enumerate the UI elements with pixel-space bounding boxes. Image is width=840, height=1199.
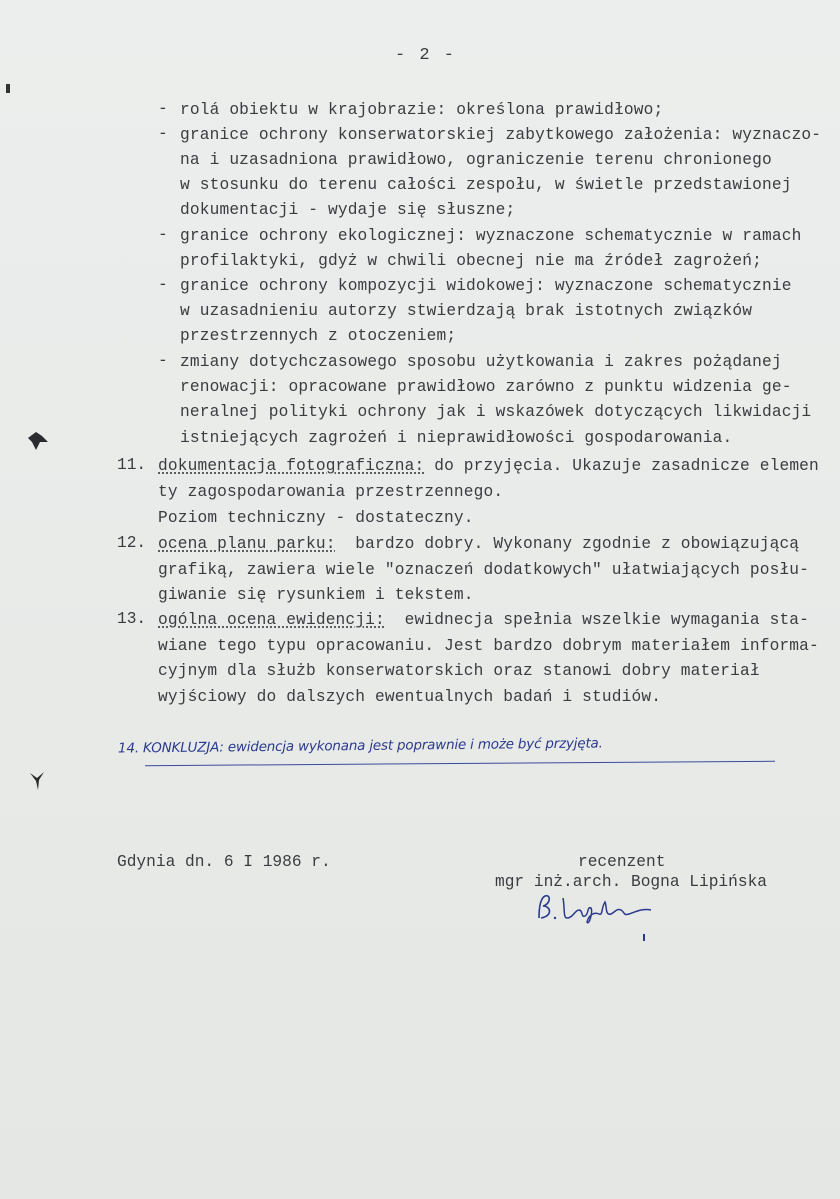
place-date: Gdynia dn. 6 I 1986 r. (117, 853, 331, 871)
item-text: do przyjęcia. Ukazuje zasadnicze elemen (424, 457, 819, 475)
item-number: 11. (117, 456, 147, 474)
bullet-dash: - (158, 226, 168, 244)
bullet-line: istniejących zagrożeń i nieprawidłowości gospodarowania. (180, 429, 733, 447)
bullet-line: przestrzennych z otoczeniem; (180, 327, 457, 345)
item-heading: dokumentacja fotograficzna: (158, 457, 425, 475)
bullet-line: granice ochrony ekologicznej: wyznaczone schematycznie w ramach (180, 227, 802, 245)
item-line: Poziom techniczny - dostateczny. (158, 509, 474, 527)
bullet-line: na i uzasadniona prawidłowo, ograniczenie terenu chronionego (180, 151, 772, 169)
item-first-line (158, 534, 799, 554)
bullet-line: w uzasadnieniu autorzy stwierdzają brak istotnych związków (180, 302, 753, 320)
item-text: ewidnecja spełnia wszelkie wymagania sta- (384, 611, 810, 629)
item-first-line (158, 456, 819, 476)
bullet-dash: - (158, 276, 168, 294)
bullet-line: w stosunku do terenu całości zespołu, w świetle przedstawionej (180, 176, 792, 194)
item-number: 13. (117, 610, 147, 628)
item-line: ty zagospodarowania przestrzennego. (158, 483, 504, 501)
bullet-dash: - (158, 125, 168, 143)
ink-mark (643, 934, 645, 941)
bullet-dash: - (158, 100, 168, 118)
bullet-line: renowacji: opracowane prawidłowo zarówno z punktu widzenia ge- (180, 378, 792, 396)
item-number: 12. (117, 534, 147, 552)
item-heading: ocena planu parku: (158, 535, 336, 553)
bullet-line: profilaktyki, gdyż w chwili obecnej nie ma źródeł zagrożeń; (180, 252, 762, 270)
bullet-line: granice ochrony kompozycji widokowej: wyznaczone schematycznie (180, 277, 792, 295)
item-first-line (158, 610, 809, 630)
item-line: wiane tego typu opracowaniu. Jest bardzo dobrym materiałem informa- (158, 637, 819, 655)
handwritten-note: 14. KONKLUZJA: ewidencja wykonana jest poprawnie i może być przyjęta. (117, 735, 603, 757)
handwritten-underline (145, 758, 775, 766)
item-line: giwanie się rysunkiem i tekstem. (158, 586, 474, 604)
page-number: - 2 - (395, 46, 457, 65)
bullet-line: rolá obiektu w krajobrazie: określona prawidłowo; (180, 101, 664, 119)
bullet-line: neralnej polityki ochrony jak i wskazówek dotyczących likwidacji (180, 403, 812, 421)
bullet-line: zmiany dotychczasowego sposobu użytkowania i zakres pożądanej (180, 353, 782, 371)
reviewer-role: recenzent (578, 853, 666, 871)
punch-hole-mark (28, 770, 48, 792)
item-line: cyjnym dla służb konserwatorskich oraz stanowi dobry materiał (158, 662, 760, 680)
reviewer-name: mgr inż.arch. Bogna Lipińska (495, 873, 767, 891)
bullet-dash: - (158, 352, 168, 370)
edge-mark (6, 84, 10, 93)
item-line: grafiką, zawiera wiele "oznaczeń dodatkowych" ułatwiających posłu- (158, 561, 810, 579)
punch-hole-mark (26, 428, 50, 454)
item-heading: ogólna ocena ewidencji: (158, 611, 385, 629)
signature-image (533, 888, 673, 928)
item-text: bardzo dobry. Wykonany zgodnie z obowiązującą (335, 535, 800, 553)
item-line: wyjściowy do dalszych ewentualnych badań i studiów. (158, 688, 662, 706)
bullet-line: granice ochrony konserwatorskiej zabytkowego założenia: wyznaczo- (180, 126, 822, 144)
bullet-line: dokumentacji - wydaje się słuszne; (180, 201, 516, 219)
